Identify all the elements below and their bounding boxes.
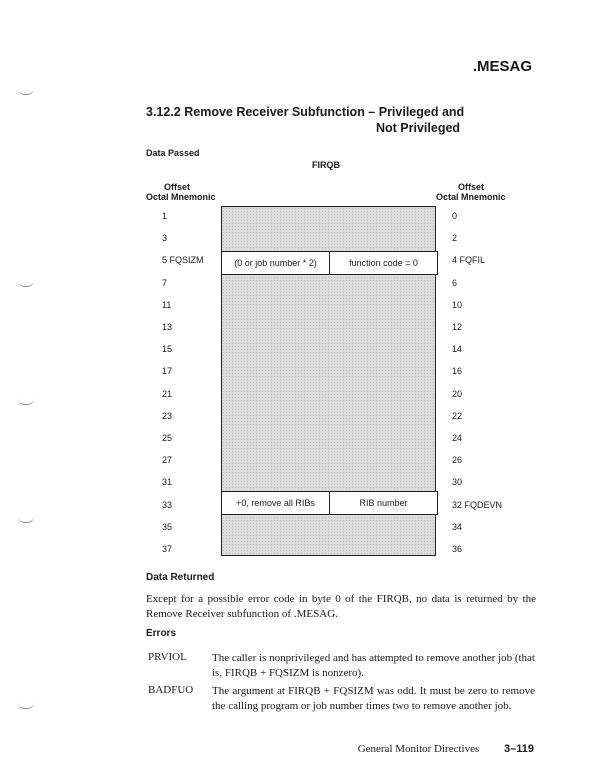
row-left-label: 25: [162, 433, 173, 443]
row-left-label: 1: [162, 211, 168, 221]
row-left-label: 21: [162, 389, 173, 399]
section-title: [146, 104, 464, 136]
row-left-label: 27: [162, 455, 173, 465]
binder-hole-mark: [18, 88, 34, 95]
binder-hole-mark: [18, 702, 34, 709]
row-right-label: 16: [452, 366, 463, 376]
right-header-mnemonic: Octal Mnemonic: [436, 192, 506, 202]
left-header-mnemonic: Octal Mnemonic: [146, 192, 216, 202]
errors-heading: Errors: [146, 628, 177, 639]
row-left-label: 5 FQSIZM: [162, 255, 204, 265]
data-returned-heading: Data Returned: [146, 572, 215, 583]
row-right-label: 32 FQDEVN: [452, 500, 503, 510]
left-header-offset: Offset: [163, 182, 190, 192]
row-right-label: 30: [452, 477, 463, 487]
row-left-label: 35: [162, 522, 173, 532]
row-right-label: 10: [452, 300, 463, 310]
error-desc-badfuo: The argument at FIRQB + FQSIZM was odd. It must be zero to remove the calling program or job number times two to remove another job.: [212, 685, 535, 712]
section-title-line1: 3.12.2 Remove Receiver Subfunction – Privileged and: [146, 105, 465, 119]
function-code-cell: function code = 0: [329, 252, 437, 274]
row-right-label: 0: [452, 211, 458, 221]
row-right-label: 6: [452, 278, 458, 288]
page-number: 3–119: [504, 743, 534, 755]
row-left-label: 17: [162, 366, 173, 376]
row-left-label: 13: [162, 322, 173, 332]
row-left-label: 15: [162, 344, 173, 354]
binder-hole-mark: [18, 516, 34, 523]
footer-text: General Monitor Directives: [357, 743, 480, 755]
job-number-cell: (0 or job number * 2): [234, 258, 317, 268]
row-right-label: 24: [452, 433, 463, 443]
fqdevn-field: [221, 491, 438, 515]
error-name-badfuo: BADFUO: [148, 684, 194, 696]
row-right-label: 26: [452, 455, 463, 465]
page-footer: [358, 743, 534, 755]
row-left-label: 31: [162, 477, 173, 487]
data-passed-heading: Data Passed: [146, 148, 200, 158]
row-right-label: 22: [452, 411, 463, 421]
binder-hole-mark: [18, 280, 34, 287]
fqsizm-fqfil-field: [221, 251, 438, 275]
row-left-label: 37: [162, 544, 173, 554]
row-right-label: 34: [452, 522, 463, 532]
error-name-prviol: PRVIOL: [148, 651, 187, 663]
row-left-label: 33: [162, 500, 173, 510]
data-returned-text: Except for a possible error code in byte 0 of the FIRQB, no data is returned by the Remove Receiver subfunction of .MESAG.: [146, 593, 536, 620]
right-header-offset: Offset: [457, 182, 484, 192]
error-desc-prviol: The caller is nonprivileged and has attempted to remove another job (that is, FIRQB + FQSIZM is nonzero).: [212, 652, 535, 679]
remove-all-ribs-cell: +0, remove all RIBs: [236, 498, 315, 508]
row-left-label: 11: [162, 300, 172, 310]
row-left-label: 7: [162, 278, 168, 288]
binder-hole-mark: [18, 398, 34, 405]
section-title-line2: Not Privileged: [376, 121, 461, 135]
row-right-label: 20: [452, 389, 463, 399]
row-right-label: 14: [452, 344, 463, 354]
row-right-label: 2: [452, 233, 458, 243]
row-right-label: 4 FQFIL: [452, 255, 486, 265]
row-right-label: 12: [452, 322, 463, 332]
row-left-label: 3: [162, 233, 168, 243]
rib-number-cell: RIB number: [329, 492, 437, 514]
firqb-diagram: [221, 206, 436, 556]
row-left-label: 23: [162, 411, 173, 421]
diagram-title: FIRQB: [312, 160, 340, 170]
running-header: .MESAG: [472, 58, 532, 75]
row-right-label: 36: [452, 544, 463, 554]
